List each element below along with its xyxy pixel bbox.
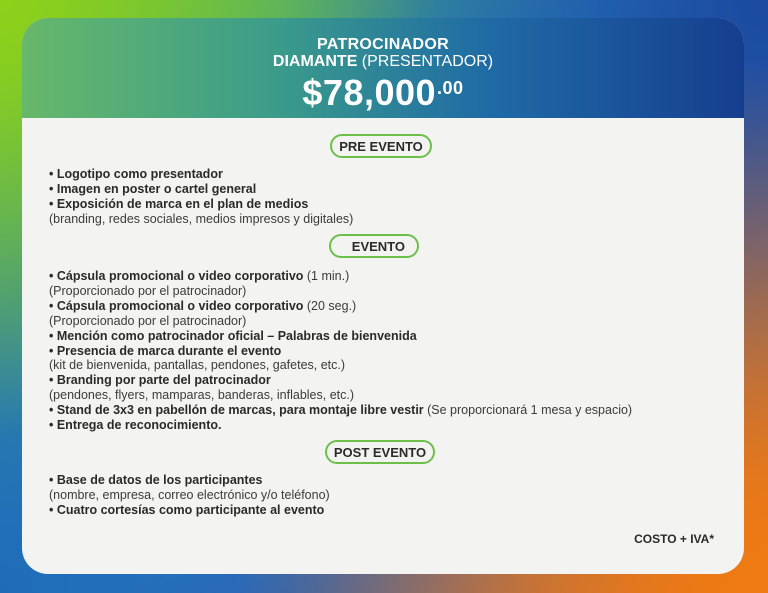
section-title-pre-evento: PRE EVENTO — [330, 134, 432, 158]
list-item — [49, 167, 353, 182]
list-item-detail: (Proporcionado por el patrocinador) — [49, 313, 247, 328]
price-main: $78,000 — [302, 72, 437, 113]
evento-list — [49, 269, 632, 433]
tier-name: DIAMANTE — [272, 53, 358, 70]
list-item-bold: • Exposición de marca en el plan de medios — [49, 196, 309, 211]
list-item — [49, 358, 632, 373]
price — [22, 72, 744, 114]
list-item-detail: (branding, redes sociales, medios impresos y digitales) — [49, 211, 354, 226]
list-item — [49, 182, 353, 197]
header-banner — [22, 18, 744, 118]
tier-role: (PRESENTADOR) — [357, 53, 494, 70]
list-item-bold: • Mención como patrocinador oficial – Palabras de bienvenida — [49, 328, 417, 343]
list-item-bold: • Stand de 3x3 en pabellón de marcas, para montaje libre vestir — [49, 403, 424, 418]
list-item-detail: (20 seg.) — [303, 298, 357, 313]
list-item — [49, 269, 632, 284]
list-item-bold: • Cápsula promocional o video corporativo — [49, 269, 304, 283]
list-item-bold: • Presencia de marca durante el evento — [49, 343, 282, 358]
list-item — [49, 344, 632, 359]
list-item-detail: (nombre, empresa, correo electrónico y/o teléfono) — [49, 487, 330, 502]
sponsor-card — [22, 18, 744, 574]
list-item-bold: • Entrega de reconocimiento. — [49, 418, 222, 433]
sponsor-label: PATROCINADOR — [317, 36, 449, 53]
list-item-detail: (Se proporcionará 1 mesa y espacio) — [423, 403, 633, 418]
cost-note: COSTO + IVA* — [634, 532, 714, 546]
sponsor-tier — [22, 53, 744, 71]
list-item-detail: (kit de bienvenida, pantallas, pendones, gafetes, etc.) — [49, 358, 346, 373]
list-item — [49, 299, 632, 314]
list-item-bold: • Base de datos de los participantes — [49, 473, 263, 487]
post-evento-list — [49, 473, 330, 518]
section-title-evento: EVENTO — [329, 234, 419, 258]
list-item-bold: • Branding por parte del patrocinador — [49, 373, 271, 388]
pre-evento-list — [49, 167, 353, 227]
list-item-detail: (1 min.) — [303, 269, 350, 283]
list-item-detail: (Proporcionado por el patrocinador) — [49, 283, 247, 298]
list-item-bold: • Imagen en poster o cartel general — [49, 181, 257, 196]
list-item — [49, 329, 632, 344]
list-item — [49, 284, 632, 299]
list-item-detail: (pendones, flyers, mamparas, banderas, inflables, etc.) — [49, 388, 355, 403]
list-item — [49, 388, 632, 403]
list-item-bold: • Cápsula promocional o video corporativo — [49, 298, 304, 313]
list-item — [49, 373, 632, 388]
list-item — [49, 197, 353, 212]
list-item — [49, 314, 632, 329]
list-item — [49, 212, 353, 227]
list-item-bold: • Logotipo como presentador — [49, 167, 223, 181]
price-cents: .00 — [437, 78, 464, 98]
section-title-post-evento: POST EVENTO — [325, 440, 435, 464]
list-item — [49, 488, 330, 503]
list-item — [49, 503, 330, 518]
list-item — [49, 403, 632, 418]
list-item-bold: • Cuatro cortesías como participante al evento — [49, 502, 325, 517]
list-item — [49, 473, 330, 488]
list-item — [49, 418, 632, 433]
